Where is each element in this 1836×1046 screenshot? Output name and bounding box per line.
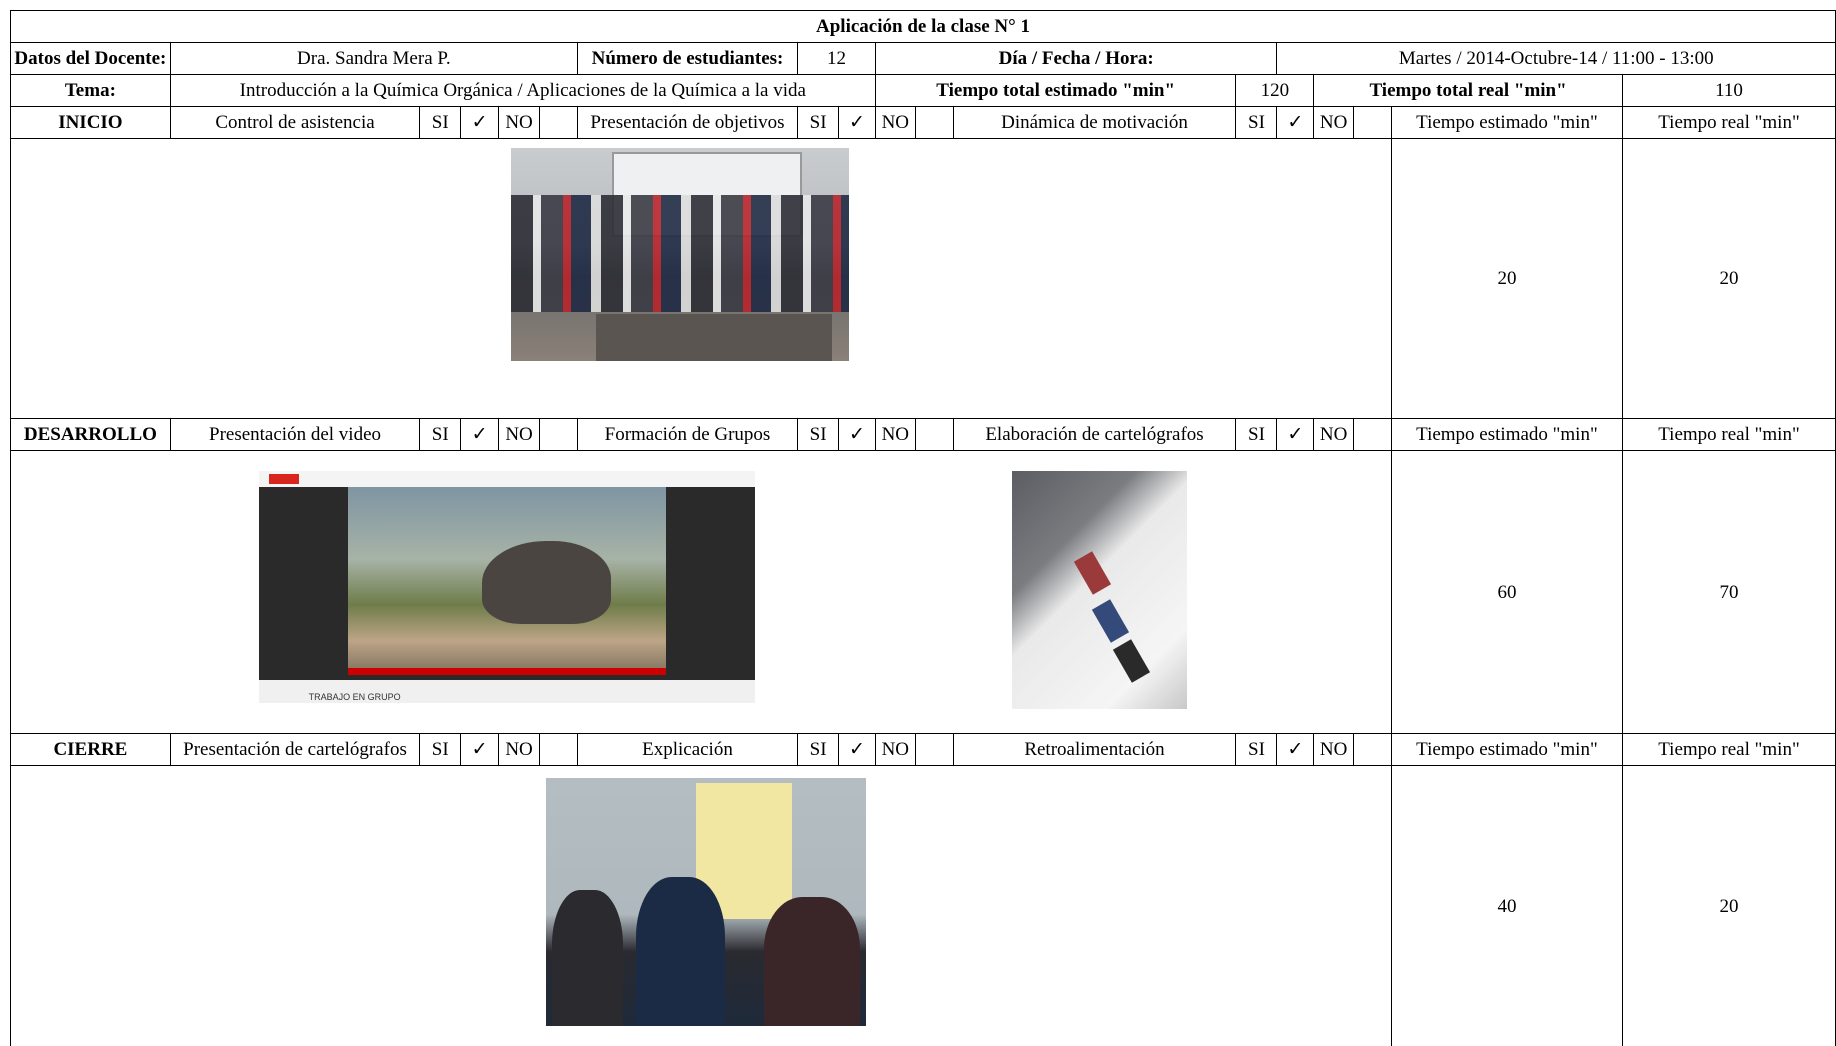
estudiantes-value: 12 [798,43,876,75]
no-label: NO [1314,107,1354,139]
cierre-real-value: 20 [1622,766,1835,1046]
cierre-estimado-value: 40 [1391,766,1622,1046]
activity-label: Presentación de objetivos [577,107,797,139]
activity-label: Retroalimentación [953,734,1236,766]
desarrollo-photo-area [11,451,1392,734]
desarrollo-real-value: 70 [1622,451,1835,734]
empty-cell [1354,107,1392,139]
poster-card [1074,552,1111,595]
si-label: SI [1236,419,1277,451]
activity-label: Elaboración de cartelógrafos [953,419,1236,451]
video-footer [259,680,755,703]
inicio-estimado-value: 20 [1391,139,1622,419]
no-label: NO [875,419,915,451]
checkmark-icon: ✓ [1277,107,1314,139]
checkmark-icon: ✓ [839,107,876,139]
no-label: NO [499,734,540,766]
sheet-title: Aplicación de la clase N° 1 [11,11,1836,43]
col-estimado-header: Tiempo estimado "min" [1391,734,1622,766]
video-caption: TRABAJO EN GRUPO [309,683,401,703]
tiempo-estimado-total-value: 120 [1236,75,1314,107]
docente-label: Datos del Docente: [11,43,171,75]
si-label: SI [420,419,461,451]
empty-cell [915,734,953,766]
activity-label: Presentación del video [170,419,419,451]
inicio-real-value: 20 [1622,139,1835,419]
checkmark-icon: ✓ [1277,419,1314,451]
col-real-header: Tiempo real "min" [1622,419,1835,451]
poster-card [1091,599,1128,642]
activity-label: Dinámica de motivación [953,107,1236,139]
students [511,195,849,312]
activity-label: Control de asistencia [170,107,419,139]
docente-value: Dra. Sandra Mera P. [170,43,577,75]
group-work-photo [1012,471,1187,709]
checkmark-icon: ✓ [461,107,499,139]
youtube-logo-icon [269,474,299,483]
checkmark-icon: ✓ [461,734,499,766]
si-label: SI [420,734,461,766]
desk [596,314,833,361]
class-application-sheet [10,10,1836,1046]
inicio-photo-area [11,139,1392,419]
closing-session-photo [546,778,866,1026]
fecha-value: Martes / 2014-Octubre-14 / 11:00 - 13:00 [1277,43,1836,75]
checkmark-icon: ✓ [1277,734,1314,766]
section-inicio-label: INICIO [11,107,171,139]
si-label: SI [798,734,839,766]
no-label: NO [875,734,915,766]
si-label: SI [1236,734,1277,766]
tiempo-real-total-value: 110 [1622,75,1835,107]
fecha-label: Día / Fecha / Hora: [875,43,1277,75]
si-label: SI [420,107,461,139]
activity-label: Formación de Grupos [577,419,797,451]
empty-cell [540,107,578,139]
section-cierre-label: CIERRE [11,734,171,766]
browser-bar [259,471,755,487]
poster-card [1112,640,1149,683]
empty-cell [915,419,953,451]
checkmark-icon: ✓ [839,734,876,766]
checkmark-icon: ✓ [461,419,499,451]
class-group-photo [511,148,849,361]
cierre-photo-area [11,766,1392,1046]
student-figure [636,877,726,1026]
col-real-header: Tiempo real "min" [1622,734,1835,766]
section-desarrollo-label: DESARROLLO [11,419,171,451]
no-label: NO [499,107,540,139]
si-label: SI [1236,107,1277,139]
empty-cell [1354,734,1392,766]
col-real-header: Tiempo real "min" [1622,107,1835,139]
no-label: NO [875,107,915,139]
empty-cell [915,107,953,139]
tema-label: Tema: [11,75,171,107]
col-estimado-header: Tiempo estimado "min" [1391,419,1622,451]
checkmark-icon: ✓ [839,419,876,451]
si-label: SI [798,107,839,139]
desarrollo-estimado-value: 60 [1391,451,1622,734]
student-figure [764,897,860,1026]
tiempo-estimado-total-label: Tiempo total estimado "min" [875,75,1236,107]
video-progress [348,668,665,675]
si-label: SI [798,419,839,451]
no-label: NO [1314,734,1354,766]
empty-cell [540,419,578,451]
no-label: NO [1314,419,1354,451]
student-figure [552,890,622,1026]
no-label: NO [499,419,540,451]
empty-cell [540,734,578,766]
col-estimado-header: Tiempo estimado "min" [1391,107,1622,139]
tema-value: Introducción a la Química Orgánica / Aplicaciones de la Química a la vida [170,75,875,107]
tiempo-real-total-label: Tiempo total real "min" [1314,75,1623,107]
armadillo-figure [482,541,611,625]
video-screenshot [259,471,755,703]
activity-label: Presentación de cartelógrafos [170,734,419,766]
activity-label: Explicación [577,734,797,766]
estudiantes-label: Número de estudiantes: [577,43,797,75]
empty-cell [1354,419,1392,451]
